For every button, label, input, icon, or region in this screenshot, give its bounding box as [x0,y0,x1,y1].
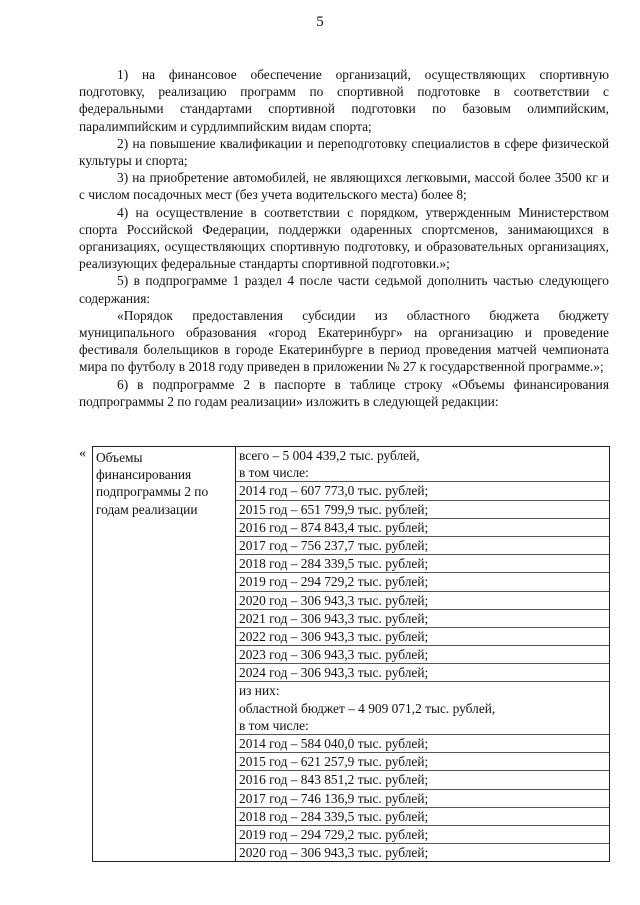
value-line: 2022 год – 306 943,3 тыс. рублей; [236,628,609,646]
paragraph-2: 2) на повышение квалификации и переподготовку специалистов в сфере физической культуры и спорта; [79,135,609,169]
value-line: 2019 год – 294 729,2 тыс. рублей; [236,826,609,844]
value-line: 2015 год – 651 799,9 тыс. рублей; [236,501,609,519]
value-line: 2015 год – 621 257,9 тыс. рублей; [236,753,609,771]
paragraph-7: 6) в подпрограмме 2 в паспорте в таблице строку «Объемы финансирования подпрограммы 2 по годам реализации» изложить в следующей редакции: [79,376,609,409]
value-line: 2018 год – 284 339,5 тыс. рублей; [236,555,609,573]
value-line: 2018 год – 284 339,5 тыс. рублей; [236,808,609,826]
financing-table [92,446,610,862]
financing-values-cell [236,447,610,862]
value-line: 2017 год – 756 237,7 тыс. рублей; [236,537,609,555]
value-line: 2019 год – 294 729,2 тыс. рублей; [236,573,609,591]
paragraph-3: 3) на приобретение автомобилей, не являющихся легковыми, массой более 3500 кг и с числом посадочных мест (без учета водительского места) более 8; [79,170,609,203]
value-line: из них: [239,683,280,699]
value-line: 2016 год – 843 851,2 тыс. рублей; [236,771,609,789]
page-number: 5 [316,14,324,30]
value-line: 2020 год – 306 943,3 тыс. рублей; [236,592,609,610]
value-line: 2024 год – 306 943,3 тыс. рублей; [236,664,609,682]
value-line: 2014 год – 584 040,0 тыс. рублей; [236,735,609,753]
financing-label-cell: Объемы финансирования подпрограммы 2 по годам реализации [93,447,236,862]
paragraph-5: 5) в подпрограмме 1 раздел 4 после части седьмой дополнить частью следующего содержания: [79,273,609,306]
value-line: всего – 5 004 439,2 тыс. рублей, [239,448,420,463]
table-row [93,447,610,862]
document-body [79,66,609,410]
opening-quote-mark: « [79,446,86,461]
value-line: в том числе: [236,717,609,735]
value-line: в том числе: [236,464,609,482]
paragraph-1: 1) на финансовое обеспечение организаций, осуществляющих спортивную подготовку, реализацию программ по спортивной подготовке в соответствии с федеральными стандартами спортивной подготовки по базовым олимпийским, паралимпийским и сурдлимпийским видам спорта; [79,67,609,134]
value-line: 2023 год – 306 943,3 тыс. рублей; [236,646,609,664]
value-line: 2021 год – 306 943,3 тыс. рублей; [236,610,609,628]
value-line: областной бюджет – 4 909 071,2 тыс. рублей, [239,700,496,716]
paragraph-6-quote: «Порядок предоставления субсидии из областного бюджета бюджету муниципального образования «город Екатеринбург» на организацию и проведение фестиваля болельщиков в городе Екатеринбурге в период проведения матчей чемпионата мира по футболу в 2018 году приведен в приложении № 27 к государственной программе.»; [79,307,609,375]
value-line: 2017 год – 746 136,9 тыс. рублей; [236,790,609,808]
paragraph-4: 4) на осуществление в соответствии с порядком, утвержденным Министерством спорта Российской Федерации, поддержки одаренных спортсменов, занимающихся в организациях, осуществляющих спортивную подготовку, и образовательных организациях, реализующих федеральные стандарты спортивной подготовки.»; [79,204,609,272]
value-line: 2014 год – 607 773,0 тыс. рублей; [236,482,609,500]
value-line: 2020 год – 306 943,3 тыс. рублей; [239,845,429,861]
value-line: 2016 год – 874 843,4 тыс. рублей; [236,519,609,537]
